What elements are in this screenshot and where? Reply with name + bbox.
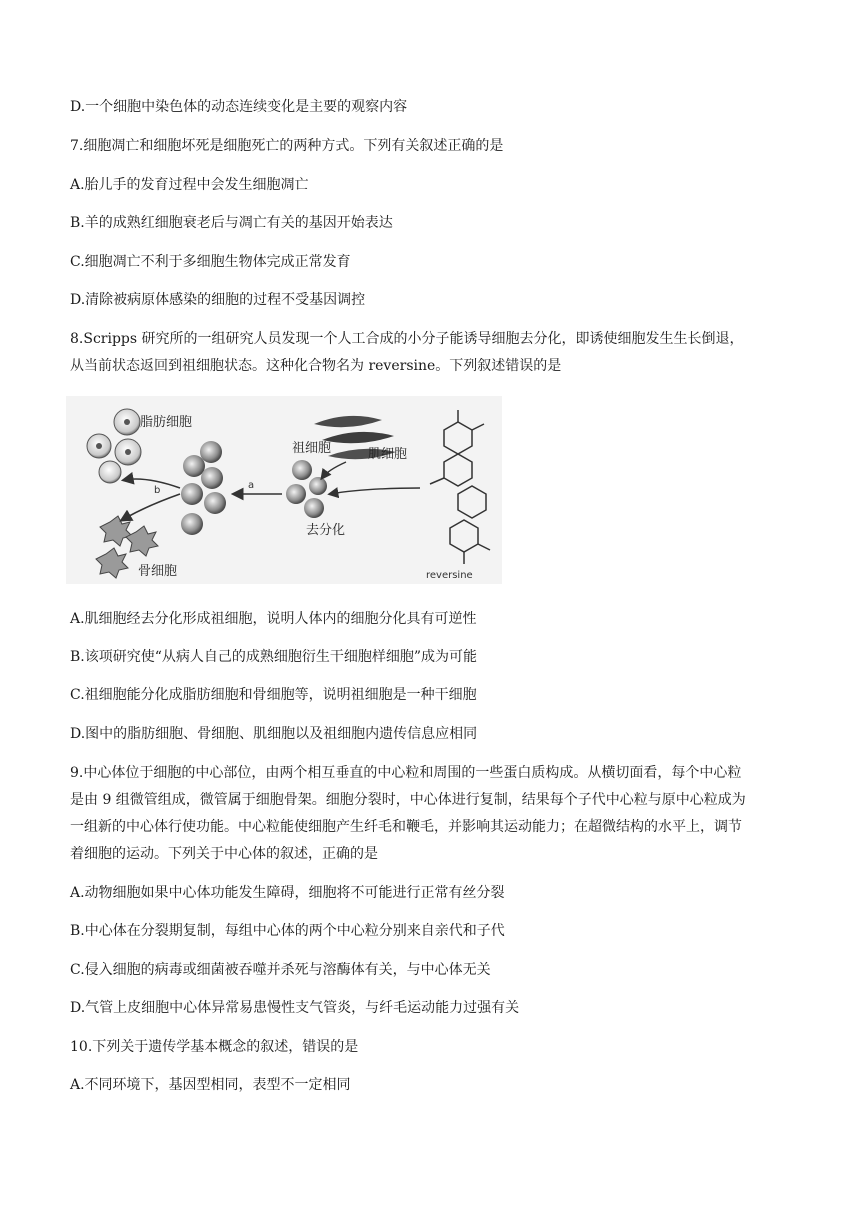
cell xyxy=(181,513,203,535)
label-fat-cell: 脂肪细胞 xyxy=(140,415,193,430)
progenitor-cell xyxy=(286,484,306,504)
question-7-option-c: C.细胞凋亡不利于多细胞生物体完成正常发育 xyxy=(70,254,351,270)
question-8-stem-line-2: 从当前状态返回到祖细胞状态。这种化合物名为 reversine。下列叙述错误的是 xyxy=(70,358,562,374)
question-9-option-c: C.侵入细胞的病毒或细菌被吞噬并杀死与溶酶体有关，与中心体无关 xyxy=(70,962,491,978)
progenitor-cell xyxy=(304,498,324,518)
progenitor-cell xyxy=(292,460,312,480)
question-8-stem xyxy=(70,326,798,380)
question-7-option-b: B.羊的成熟红细胞衰老后与凋亡有关的基因开始表达 xyxy=(70,215,393,231)
question-9-stem xyxy=(70,760,798,868)
question-8-option-d: D.图中的脂肪细胞、骨细胞、肌细胞以及祖细胞内遗传信息应相同 xyxy=(70,726,478,742)
arrow-label-a: a xyxy=(248,480,255,491)
figure-drawing xyxy=(66,396,502,584)
question-6-option-d: D.一个细胞中染色体的动态连续变化是主要的观察内容 xyxy=(70,99,408,115)
dedifferentiation-figure xyxy=(66,396,502,584)
label-progenitor-cell: 祖细胞 xyxy=(292,441,332,456)
fat-cell-nucleus xyxy=(125,449,131,455)
question-7-stem: 7.细胞凋亡和细胞坏死是细胞死亡的两种方式。下列有关叙述正确的是 xyxy=(70,138,504,154)
question-9-stem-line-2: 是由 9 组微管组成，微管属于细胞骨架。细胞分裂时，中心体进行复制，结果每个子代中心粒与原中心粒成为 xyxy=(70,792,746,808)
fat-cell-nucleus xyxy=(124,419,130,425)
label-muscle-cell: 肌细胞 xyxy=(368,447,408,462)
label-reversine: reversine xyxy=(426,570,473,581)
question-9-option-b: B.中心体在分裂期复制，每组中心体的两个中心粒分别来自亲代和子代 xyxy=(70,923,505,939)
question-8-stem-line-1: 8.Scripps 研究所的一组研究人员发现一个人工合成的小分子能诱导细胞去分化，即诱使细胞发生生长倒退， xyxy=(70,331,744,347)
fat-cell xyxy=(99,461,121,483)
question-9-option-d: D.气管上皮细胞中心体异常易患慢性支气管炎，与纤毛运动能力过强有关 xyxy=(70,1000,520,1016)
cell xyxy=(200,441,222,463)
cell xyxy=(204,492,226,514)
question-10-option-a: A.不同环境下，基因型相同，表型不一定相同 xyxy=(70,1077,351,1093)
question-10-stem: 10.下列关于遗传学基本概念的叙述，错误的是 xyxy=(70,1039,359,1055)
question-9-stem-line-3: 一组新的中心体行使功能。中心粒能使细胞产生纤毛和鞭毛，并影响其运动能力；在超微结构的水平上，调节 xyxy=(70,819,742,835)
cell xyxy=(183,455,205,477)
label-dedifferentiation: 去分化 xyxy=(306,523,346,538)
cell xyxy=(201,467,223,489)
fat-cell-nucleus xyxy=(96,443,102,449)
question-8-option-c: C.祖细胞能分化成脂肪细胞和骨细胞等，说明祖细胞是一种干细胞 xyxy=(70,687,477,703)
question-8-option-a: A.肌细胞经去分化形成祖细胞，说明人体内的细胞分化具有可逆性 xyxy=(70,611,477,627)
progenitor-cell xyxy=(309,477,327,495)
question-9-stem-line-4: 着细胞的运动。下列关于中心体的叙述，正确的是 xyxy=(70,846,378,862)
question-7-option-d: D.清除被病原体感染的细胞的过程不受基因调控 xyxy=(70,292,366,308)
question-9-option-a: A.动物细胞如果中心体功能发生障碍，细胞将不可能进行正常有丝分裂 xyxy=(70,885,505,901)
cell xyxy=(181,483,203,505)
question-7-option-a: A.胎儿手的发育过程中会发生细胞凋亡 xyxy=(70,177,309,193)
arrow-label-b: b xyxy=(154,485,161,496)
label-bone-cell: 骨细胞 xyxy=(138,564,178,579)
question-8-option-b: B.该项研究使“从病人自己的成熟细胞衍生干细胞样细胞”成为可能 xyxy=(70,649,478,665)
question-9-stem-line-1: 9.中心体位于细胞的中心部位，由两个相互垂直的中心粒和周围的一些蛋白质构成。从横切面看，每个中心粒 xyxy=(70,765,742,781)
